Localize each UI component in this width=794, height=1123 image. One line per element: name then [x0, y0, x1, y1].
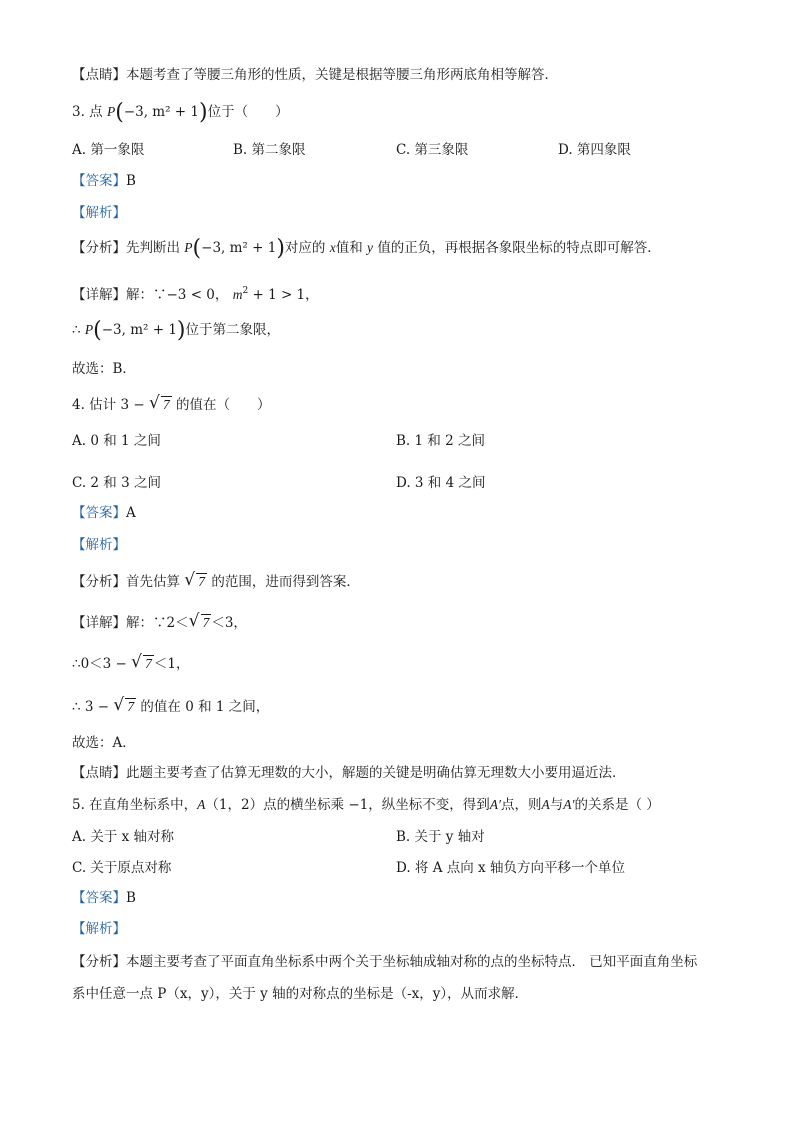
q3-option-d[interactable]: D. 第四象限 [558, 142, 631, 158]
q5-option-c[interactable]: C. 关于原点对称 [72, 860, 172, 876]
q4-answer: 【答案】A [72, 505, 136, 521]
q4-option-b[interactable]: B. 1 和 2 之间 [396, 433, 486, 449]
q3-point-coords: −3, m² + 1 [123, 104, 199, 120]
q5-option-b[interactable]: B. 关于 y 轴对 [396, 829, 485, 845]
q3-xiangjie: 【详解】解：∵−3 < 0， $m^2 + 1 > 1$， [72, 286, 319, 303]
q3-jiexi: 【解析】 [72, 205, 126, 221]
q4-guxuan: 故选：A． [72, 735, 136, 751]
question-3: 3. 点 P(−3, m² + 1)位于（ ） [72, 100, 289, 125]
q4-step-3: ∴ 3 − √ 7 的值在 0 和 1 之间， [72, 697, 269, 717]
q4-option-d[interactable]: D. 3 和 4 之间 [396, 475, 486, 491]
q4-step-2: ∴0＜3 − √ 7 ＜1， [72, 654, 190, 674]
q3-guxuan: 故选：B． [72, 361, 136, 377]
q5-jiexi: 【解析】 [72, 921, 126, 937]
q3-option-a[interactable]: A. 第一象限 [72, 142, 145, 158]
q4-jiexi: 【解析】 [72, 537, 126, 553]
q4-dianjing: 【点睛】此题主要考查了估算无理数的大小，解题的关键是明确估算无理数大小要用逼近法． [72, 765, 626, 781]
q3-fenxi: 【分析】先判断出 P(−3, m² + 1)对应的 x值和 y 值的正负，再根据各象限坐标的特点即可解答． [72, 236, 661, 261]
q3-option-c[interactable]: C. 第三象限 [396, 142, 469, 158]
q5-option-d[interactable]: D. 将 A 点向 x 轴负方向平移一个单位 [396, 860, 625, 876]
q3-option-b[interactable]: B. 第二象限 [233, 142, 306, 158]
q4-xiangjie: 【详解】解：∵2＜√ 7 ＜3， [72, 613, 247, 633]
q5-fenxi-line-2: 系中任意一点 P（x，y），关于 y 轴的对称点的坐标是（-x，y），从而求解． [72, 986, 529, 1002]
q4-fenxi: 【分析】首先估算 √ 7 的范围，进而得到答案． [72, 572, 360, 592]
question-5: 5. 在直角坐标系中，A（1，2）点的横坐标乘 −1，纵坐标不变，得到A′点，则A与A′的关系是（ ） [72, 797, 660, 813]
question-4: 4. 估计 3 − √ 7 的值在（ ） [72, 395, 271, 415]
q5-fenxi-line-1: 【分析】本题主要考查了平面直角坐标系中两个关于坐标轴成轴对称的点的坐标特点． 已知平面直角坐标 [72, 954, 698, 970]
sqrt-7: √ 7 [151, 395, 172, 415]
q4-option-c[interactable]: C. 2 和 3 之间 [72, 475, 161, 491]
dianjing-previous: 【点睛】本题考查了等腰三角形的性质，关键是根据等腰三角形两底角相等解答． [72, 67, 558, 83]
q4-option-a[interactable]: A. 0 和 1 之间 [72, 433, 161, 449]
q5-answer: 【答案】B [72, 890, 136, 906]
q5-option-a[interactable]: A. 关于 x 轴对称 [72, 829, 175, 845]
q3-therefore: ∴ P(−3, m² + 1)位于第二象限， [72, 318, 281, 343]
q3-answer: 【答案】B [72, 173, 136, 189]
